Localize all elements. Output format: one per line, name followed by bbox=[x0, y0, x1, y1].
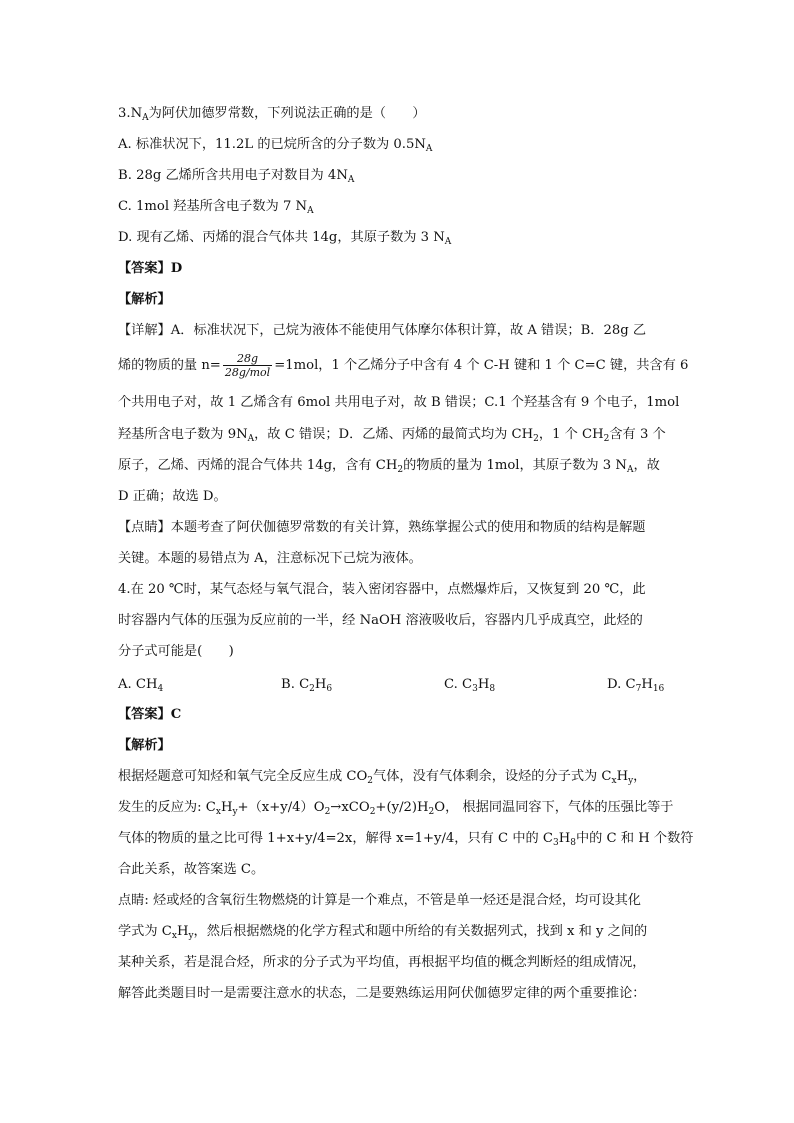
q3-option-a: A. 标准状况下，11.2L 的已烷所含的分子数为 $0.5N_A$ bbox=[118, 137, 433, 154]
q3-detail-line-6: D 正确；故选 D。 bbox=[118, 489, 227, 504]
q4-stem-line-2: 时容器内气体的压强为反应前的一半，经 NaOH 溶液吸收后，容器内几乎成真空，此烃的 bbox=[118, 613, 643, 628]
q3-option-d: D. 现有乙烯、丙烯的混合气体共 14g，其原子数为 3 $N_A$ bbox=[118, 230, 452, 247]
q4-choice-b: B. $C_2H_6$ bbox=[281, 677, 333, 694]
q3-comment-line-2: 关键。本题的易错点为 A，注意标况下己烷为液体。 bbox=[118, 551, 422, 566]
q4-choice-d: D. $C_7H_{16}$ bbox=[607, 677, 665, 694]
q3-detail-line-3: 个共用电子对，故 1 乙烯含有 6mol 共用电子对，故 B 错误；C.1 个羟基含有 9 个电子，1mol bbox=[118, 395, 680, 410]
q4-analysis-heading: 【解析】 bbox=[118, 738, 171, 753]
q4-stem-line-3: 分子式可能是( ) bbox=[118, 644, 234, 659]
q4-choice-c: C. $C_3H_8$ bbox=[444, 677, 496, 694]
q4-note-line-1: 点睛: 烃或烃的含氧衍生物燃烧的计算是一个难点，不管是单一烃还是混合烃，均可设其化 bbox=[118, 893, 641, 908]
fraction: $\frac{28g}{\text{28g/mol}}$ bbox=[224, 352, 271, 379]
q3-stem: $3.N_A$为阿伏加德罗常数，下列说法正确的是（ ） bbox=[118, 106, 426, 123]
q4-choices bbox=[118, 675, 678, 695]
q4-analysis-line-3: 气体的物质的量之比可得 1+x+y/4=2x，解得 x=1+y/4，只有 C 中的 $C_3H_8$中的 C 和 H 个数符 bbox=[118, 831, 694, 848]
q3-detail-line-1: 【详解】A．标准状况下，己烷为液体不能使用气体摩尔体积计算，故 A 错误；B．28g 乙 bbox=[118, 323, 647, 338]
q4-analysis-line-4: 合此关系，故答案选 C。 bbox=[118, 862, 265, 877]
q3-comment-line-1: 【点睛】本题考查了阿伏伽德罗常数的有关计算，熟练掌握公式的使用和物质的结构是解题 bbox=[118, 520, 646, 535]
q4-note-line-2: 学式为 $C_xH_y$，然后根据燃烧的化学方程式和题中所给的有关数据列式，找到 x 和 y 之间的 bbox=[118, 924, 648, 941]
q3-answer: 【答案】D bbox=[118, 261, 183, 276]
q3-option-c: C. 1mol 羟基所含电子数为 7 $N_A$ bbox=[118, 199, 314, 216]
q3-detail-line-4: 羟基所含电子数为 $9N_A$，故 C 错误；D．乙烯、丙烯的最简式均为 $CH_2$，1 个 $CH_2$含有 3 个 bbox=[118, 427, 666, 444]
q3-analysis-heading: 【解析】 bbox=[118, 292, 171, 307]
q3-detail-line-5: 原子，乙烯、丙烯的混合气体共 14g，含有 $CH_2$的物质的量为 1mol，其原子数为 3 $N_A$，故 bbox=[118, 458, 660, 475]
q4-note-line-3: 某种关系，若是混合烃，所求的分子式为平均值，再根据平均值的概念判断烃的组成情况， bbox=[118, 955, 646, 970]
q4-stem-line-1: 4.在 20 ℃时，某气态烃与氧气混合，装入密闭容器中，点燃爆炸后，又恢复到 20 ℃，此 bbox=[118, 582, 646, 597]
q3-detail-line-2: 烯的物质的量 n= $\frac{28g}{\text{28g/mol}}$ =1mol，1 个乙烯分子中含有 4 个 C-H 键和 1 个 C=C 键，共含有 6 bbox=[118, 352, 689, 379]
q4-analysis-line-1: 根据烃题意可知烃和氧气完全反应生成 $CO_2$气体，没有气体剩余，设烃的分子式为 $C_xH_y$， bbox=[118, 769, 647, 786]
q4-analysis-line-2: 发生的反应为: $C_xH_y+(x+y/4)O_2\to xCO_2+(y/2)H_2O$， 根据同温同容下，气体的压强比等于 bbox=[118, 800, 674, 817]
q3-option-b: B. 28g 乙烯所含共用电子对数目为 $4N_A$ bbox=[118, 168, 355, 185]
q4-note-line-4: 解答此类题目时一是需要注意水的状态，二是要熟练运用阿伏伽德罗定律的两个重要推论： bbox=[118, 986, 646, 1001]
q4-answer: 【答案】C bbox=[118, 707, 182, 722]
q4-choice-a: A. $CH_4$ bbox=[118, 677, 164, 694]
